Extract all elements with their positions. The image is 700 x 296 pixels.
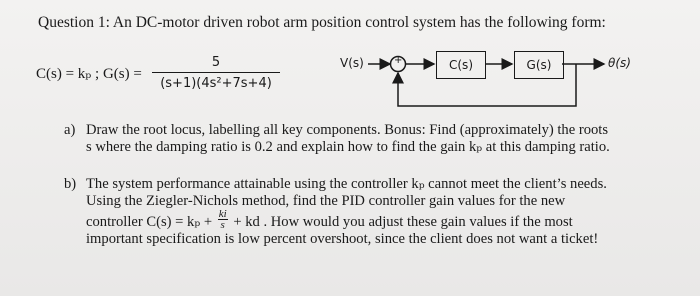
part-b-letter: b)	[64, 176, 77, 192]
transfer-function-lhs: C(s) = kₚ ; G(s) =	[36, 66, 142, 82]
fraction-denominator: (s+1)(4s²+7s+4)	[160, 76, 272, 91]
question-title: Question 1: An DC-motor driven robot arm position control system has the following form:	[38, 14, 606, 31]
controller-label: C(s)	[449, 58, 473, 72]
pid-controller-prefix: controller C(s) = kₚ +	[86, 214, 213, 230]
part-a-line-2: s where the damping ratio is 0.2 and explain how to find the gain kₚ at this damping ratio.	[86, 139, 610, 155]
plant-label: G(s)	[526, 58, 552, 72]
part-a-text	[86, 122, 686, 156]
part-b-line-1: The system performance attainable using the controller kₚ cannot meet the client’s needs.	[86, 176, 607, 192]
output-label: θ(s)	[608, 56, 631, 70]
input-label: V(s)	[340, 56, 364, 70]
fraction-bar	[152, 72, 280, 73]
integral-fraction-denominator: s	[220, 219, 225, 232]
part-b-line-3	[86, 208, 686, 232]
fraction-numerator: 5	[211, 55, 221, 70]
part-b-text	[86, 176, 686, 248]
plant-transfer-fraction	[152, 54, 280, 92]
pid-controller-suffix: + kd . How would you adjust these gain values if the most	[233, 214, 573, 230]
plant-block	[514, 51, 564, 79]
integral-fraction	[218, 209, 228, 230]
controller-block	[436, 51, 486, 79]
part-b-line-4: important specification is low percent overshoot, since the client does not want a ticket!	[86, 231, 599, 247]
part-a-letter: a)	[64, 122, 76, 138]
block-diagram-wires	[340, 42, 670, 112]
block-diagram	[340, 42, 670, 112]
sum-plus-sign: +	[394, 55, 403, 66]
part-a-line-1: Draw the root locus, labelling all key components. Bonus: Find (approximately) the roots	[86, 122, 609, 138]
part-b-line-2: Using the Ziegler-Nichols method, find the PID controller gain values for the new	[86, 193, 566, 209]
integral-fraction-numerator: ki	[218, 208, 227, 221]
